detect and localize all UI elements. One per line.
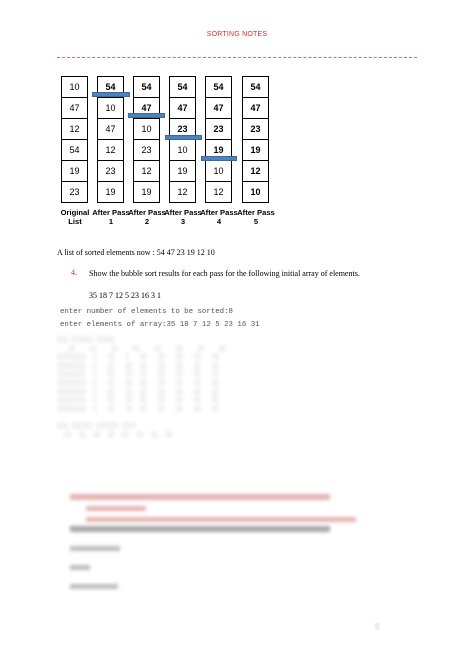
column-after-pass-5 (242, 76, 269, 203)
cell: 19 (205, 139, 232, 161)
label-after-pass-3: After Pass 3 (164, 208, 202, 226)
blurred-row: ░░ ░░ ░░ ░░ ░░ ░░ ░░ ░░ (57, 430, 173, 438)
page-header-title: SORTING NOTES (206, 31, 268, 38)
cell: 10 (205, 160, 232, 182)
cell: 54 (205, 76, 232, 98)
cell: 10 (61, 76, 88, 98)
cell: 12 (242, 160, 269, 182)
pass-marker (165, 135, 202, 140)
blurred-line (70, 584, 118, 589)
blurred-row (57, 413, 377, 422)
label-original-list: Original List (60, 208, 90, 226)
label-after-pass-1: After Pass 1 (92, 208, 130, 226)
column-after-pass-2 (133, 76, 160, 203)
cell: 54 (61, 139, 88, 161)
cell: 12 (169, 181, 196, 203)
terminal-line-elements: enter elements of array:35 18 7 12 5 23 16 31 (60, 321, 260, 329)
blurred-line (70, 546, 120, 551)
cell: 54 (133, 76, 160, 98)
cell: 23 (133, 139, 160, 161)
label-after-pass-5: After Pass 5 (237, 208, 275, 226)
pass-marker (128, 113, 165, 118)
question-text: Show the bubble sort results for each pass for the following initial array of elements. (89, 269, 360, 278)
cell: 47 (242, 97, 269, 119)
pass-marker (201, 156, 237, 161)
cell: 12 (133, 160, 160, 182)
cell: 47 (97, 118, 124, 140)
cell: 23 (169, 118, 196, 140)
cell: 47 (205, 97, 232, 119)
cell: 19 (97, 181, 124, 203)
cell: 19 (61, 160, 88, 182)
label-after-pass-2: After Pass 2 (128, 208, 166, 226)
blurred-terminal-output (57, 336, 377, 446)
header-divider (57, 57, 417, 58)
blurred-row: ░░░ ░░░░░░ ░░░░░ (57, 336, 115, 343)
blurred-row: ░░░░░░░░ ░ ░░ ░░ ░░ ░░ ░░ ░░ ░░ (57, 404, 220, 412)
blurred-line (70, 526, 330, 532)
column-original-list (61, 76, 88, 203)
blurred-row: ░░░░░░░░ ░ ░░ ░░ ░░ ░░ ░░ ░░ ░░ (57, 370, 220, 378)
cell: 47 (61, 97, 88, 119)
blurred-line (70, 494, 330, 500)
blurred-line (70, 565, 90, 570)
cell: 12 (97, 139, 124, 161)
cell: 12 (205, 181, 232, 203)
blurred-row: ░░░░░░░░ ░ ░░ ░░ ░░ ░░ ░░ ░░ ░░ (57, 387, 220, 395)
cell: 10 (242, 181, 269, 203)
cell: 23 (242, 118, 269, 140)
cell: 54 (169, 76, 196, 98)
cell: 10 (133, 118, 160, 140)
cell: 23 (97, 160, 124, 182)
blurred-row: ░░░░░░░░ ░ ░░ ░░ ░░ ░░ ░░ ░░ ░░ (57, 361, 220, 369)
cell: 47 (133, 97, 160, 119)
blurred-row: ░░░░░░░░ ░ ░░ ░░ ░░ ░░ ░░ ░░ ░░ (57, 378, 220, 386)
label-after-pass-4: After Pass 4 (200, 208, 238, 226)
cell: 23 (61, 181, 88, 203)
cell: 10 (97, 97, 124, 119)
column-after-pass-4 (205, 76, 232, 203)
blurred-row: ░░░ ░░░░░░ ░░░░░░ ░░░░ (57, 421, 137, 429)
cell: 12 (61, 118, 88, 140)
cell: 19 (242, 139, 269, 161)
sorted-elements-line: A list of sorted elements now : 54 47 23 19 12 10 (57, 248, 215, 257)
blurred-row: ░░░░░░░░ ░ ░░ ░░ ░░ ░░ ░░ ░░ ░░ (57, 396, 220, 404)
blurred-lower-section (70, 490, 370, 600)
blurred-line (86, 506, 146, 511)
blurred-row: ░░ ░░ ░░ ░░ ░░ ░░ ░░ ░░ (57, 344, 227, 352)
pass-marker (92, 92, 130, 97)
blurred-line (86, 517, 356, 522)
blurred-row: ░░░░░░░░ ░ ░░ ░ ░░ ░░ ░░ ░░ ░░ (57, 353, 220, 361)
cell: 47 (169, 97, 196, 119)
cell: 19 (169, 160, 196, 182)
question-number: 4. (71, 268, 77, 277)
cell: 54 (97, 76, 124, 98)
cell: 10 (169, 139, 196, 161)
cell: 19 (133, 181, 160, 203)
question-array: 35 18 7 12 5 23 16 3 1 (89, 291, 161, 300)
page-number-blurred: ░ (375, 624, 380, 630)
terminal-line-count: enter number of elements to be sorted:8 (60, 308, 233, 316)
cell: 54 (242, 76, 269, 98)
cell: 23 (205, 118, 232, 140)
